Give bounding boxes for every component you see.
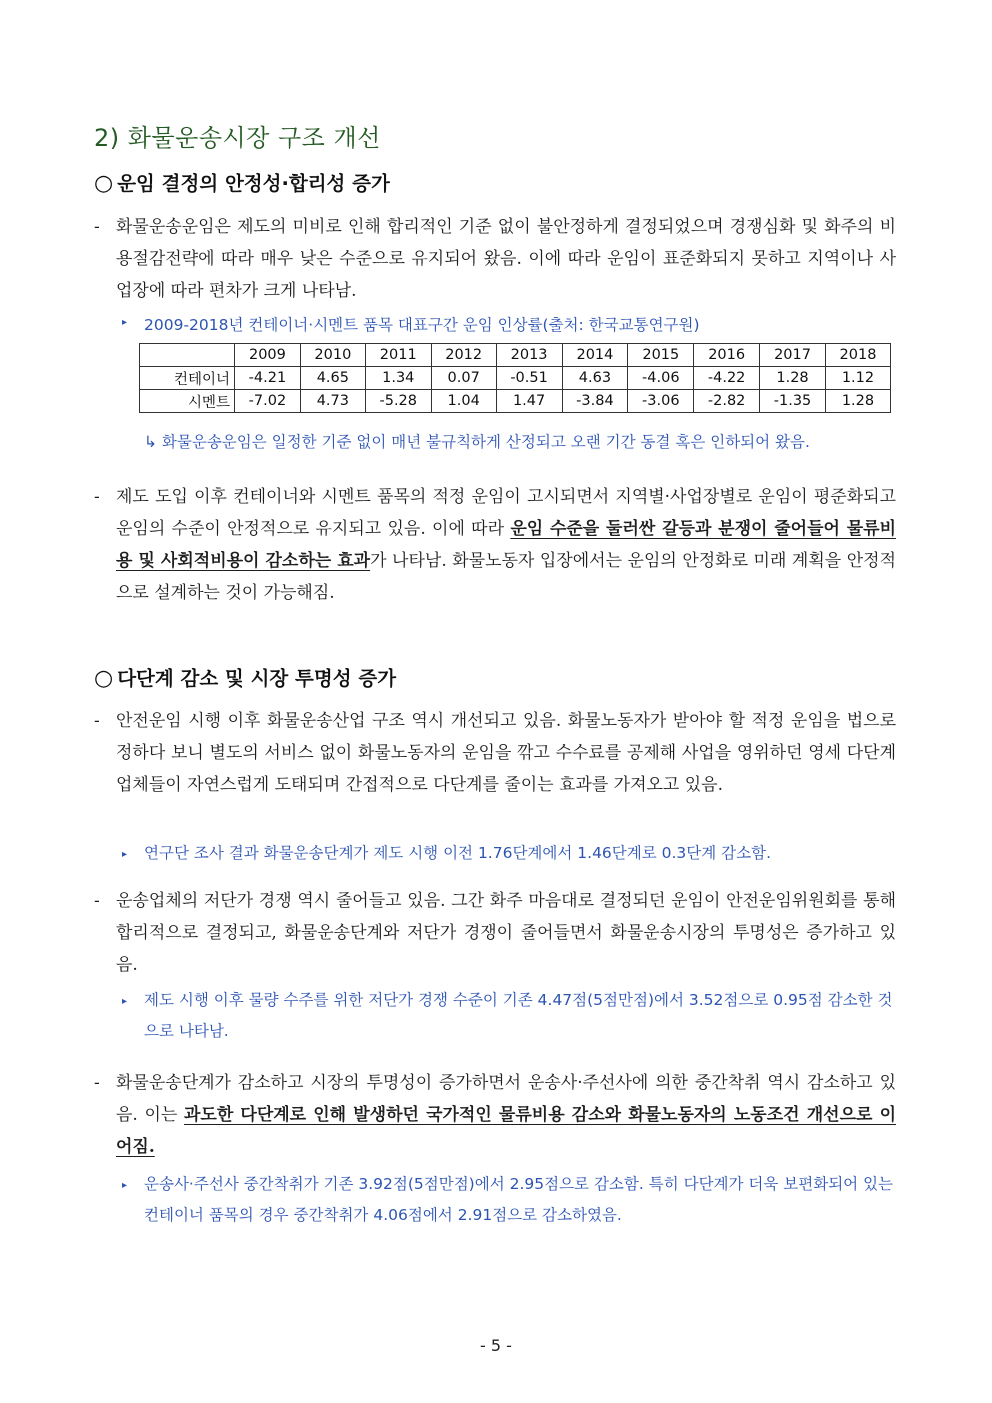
paragraph-low-price-competition [94, 885, 896, 981]
value-cell: 1.28 [825, 390, 890, 413]
page-number: - 5 - [480, 1336, 512, 1355]
paragraph-text: 화물운송단계가 감소하고 시장의 투명성이 증가하면서 운송사·주선사에 의한 중간착취 역시 감소하고 있음. 이는 [116, 1073, 896, 1125]
year-cell: 2012 [431, 344, 496, 367]
table-caption-text: 2009-2018년 컨테이너·시멘트 품목 대표구간 운임 인상률(출처: 한국교통연구원) [144, 316, 700, 334]
value-cell: 1.34 [365, 367, 431, 390]
year-cell: 2009 [235, 344, 301, 367]
paragraph-text: 안전운임 시행 이후 화물운송산업 구조 역시 개선되고 있음. 화물노동자가 받아야 할 적정 운임을 법으로 정하다 보니 별도의 서비스 없이 화물노동자의 운임을 깎고 수수료를 공제해 사업을 영위하던 영세 다단계 업체들이 자연스럽게 도태되며 간접적으로 다단계를 줄이는 효과를 가져오고 있음. [116, 711, 896, 795]
year-cell: 2016 [694, 344, 760, 367]
triangle-bullet-icon: ▸ [122, 317, 128, 328]
value-cell: -5.28 [365, 390, 431, 413]
circle-bullet-icon: ○ [94, 666, 114, 691]
value-cell: -4.22 [694, 367, 760, 390]
emphasis-text: 과도한 다단계로 인해 발생하던 국가적인 물류비용 감소와 화물노동자의 노동조건 개선으로 이어짐. [116, 1105, 896, 1157]
value-cell: 4.63 [562, 367, 628, 390]
rate-increase-table [139, 343, 891, 413]
year-cell: 2011 [365, 344, 431, 367]
paragraph-freight-rate [94, 211, 896, 307]
note-text: 운송사·주선사 중간착취가 기존 3.92점(5점만점)에서 2.95점으로 감소함. 특히 다단계가 더욱 보편화되어 있는 컨테이너 품목의 경우 중간착취가 4.06점에서 2.91점으로 감소하였음. [144, 1175, 894, 1224]
note-exploitation-score [122, 1169, 896, 1231]
value-cell: 0.07 [431, 367, 496, 390]
value-cell: -3.06 [628, 390, 694, 413]
section-title: 2) 화물운송시장 구조 개선 [94, 124, 381, 152]
dash-bullet: - [94, 217, 100, 237]
value-cell: -4.06 [628, 367, 694, 390]
table-corner-cell [140, 344, 235, 367]
value-cell: 4.73 [300, 390, 365, 413]
table-row [140, 390, 891, 413]
dash-bullet: - [94, 487, 100, 507]
emphasis-text: 운임 수준을 둘러싼 갈등과 분쟁이 줄어들어 물류비용 및 사회적비용이 감소하는 효과 [116, 519, 897, 571]
triangle-bullet-icon: ▸ [122, 1180, 128, 1191]
paragraph-text: 화물운송운임은 제도의 미비로 인해 합리적인 기준 없이 불안정하게 결정되었으며 경쟁심화 및 화주의 비용절감전략에 따라 매우 낮은 수준으로 유지되어 왔음. 이에 따라 운임이 표준화되지 못하고 지역이나 사업장에 따라 편차가 크게 나타남. [116, 217, 896, 301]
value-cell: -1.35 [760, 390, 826, 413]
heading-stability [94, 168, 390, 196]
heading-transparency [94, 663, 396, 691]
value-cell: -4.21 [235, 367, 301, 390]
paragraph-industry-structure [94, 705, 896, 801]
heading-stability-text: 운임 결정의 안정성·합리성 증가 [117, 172, 390, 195]
value-cell: 1.47 [496, 390, 562, 413]
note-text: 제도 시행 이후 물량 수주를 위한 저단가 경쟁 수준이 기존 4.47점(5점만점)에서 3.52점으로 0.95점 감소한 것으로 나타남. [144, 991, 893, 1040]
paragraph-rate-stabilization [94, 481, 896, 609]
row-label-container: 컨테이너 [140, 367, 235, 390]
value-cell: -7.02 [235, 390, 301, 413]
table-header-row [140, 344, 891, 367]
year-cell: 2014 [562, 344, 628, 367]
triangle-bullet-icon: ▸ [122, 849, 128, 860]
year-cell: 2010 [300, 344, 365, 367]
table-row [140, 367, 891, 390]
dash-bullet: - [94, 711, 100, 731]
year-cell: 2013 [496, 344, 562, 367]
row-label-cement: 시멘트 [140, 390, 235, 413]
table-summary-note: ↳ 화물운송운임은 일정한 기준 없이 매년 불규칙하게 산정되고 오랜 기간 동결 혹은 인하되어 왔음. [144, 433, 810, 451]
note-competition-score [122, 985, 896, 1047]
table-caption [122, 313, 700, 335]
paragraph-text: 제도 도입 이후 컨테이너와 시멘트 품목의 적정 운임이 고시되면서 지역별·사업장별로 운임이 평준화되고 운임의 수준이 안정적으로 유지되고 있음. 이에 따라 [116, 487, 896, 539]
circle-bullet-icon: ○ [94, 171, 114, 196]
paragraph-intermediate-exploitation [94, 1067, 896, 1163]
value-cell: 4.65 [300, 367, 365, 390]
heading-transparency-text: 다단계 감소 및 시장 투명성 증가 [117, 667, 397, 690]
value-cell: 1.28 [760, 367, 826, 390]
value-cell: -0.51 [496, 367, 562, 390]
triangle-bullet-icon: ▸ [122, 996, 128, 1007]
paragraph-text: 운송업체의 저단가 경쟁 역시 줄어들고 있음. 그간 화주 마음대로 결정되던 운임이 안전운임위원회를 통해 합리적으로 결정되고, 화물운송단계와 저단가 경쟁이 줄어들면서 화물운송시장의 투명성은 증가하고 있음. [116, 891, 896, 975]
value-cell: -3.84 [562, 390, 628, 413]
value-cell: -2.82 [694, 390, 760, 413]
paragraph-text: 가 나타남. 화물노동자 입장에서는 운임의 안정화로 미래 계획을 안정적으로 설계하는 것이 가능해짐. [116, 551, 896, 603]
value-cell: 1.04 [431, 390, 496, 413]
year-cell: 2018 [825, 344, 890, 367]
year-cell: 2015 [628, 344, 694, 367]
dash-bullet: - [94, 891, 100, 911]
note-text: 연구단 조사 결과 화물운송단계가 제도 시행 이전 1.76단계에서 1.46단계로 0.3단계 감소함. [144, 844, 772, 862]
year-cell: 2017 [760, 344, 826, 367]
value-cell: 1.12 [825, 367, 890, 390]
note-stages-reduced [122, 838, 896, 869]
dash-bullet: - [94, 1073, 100, 1093]
